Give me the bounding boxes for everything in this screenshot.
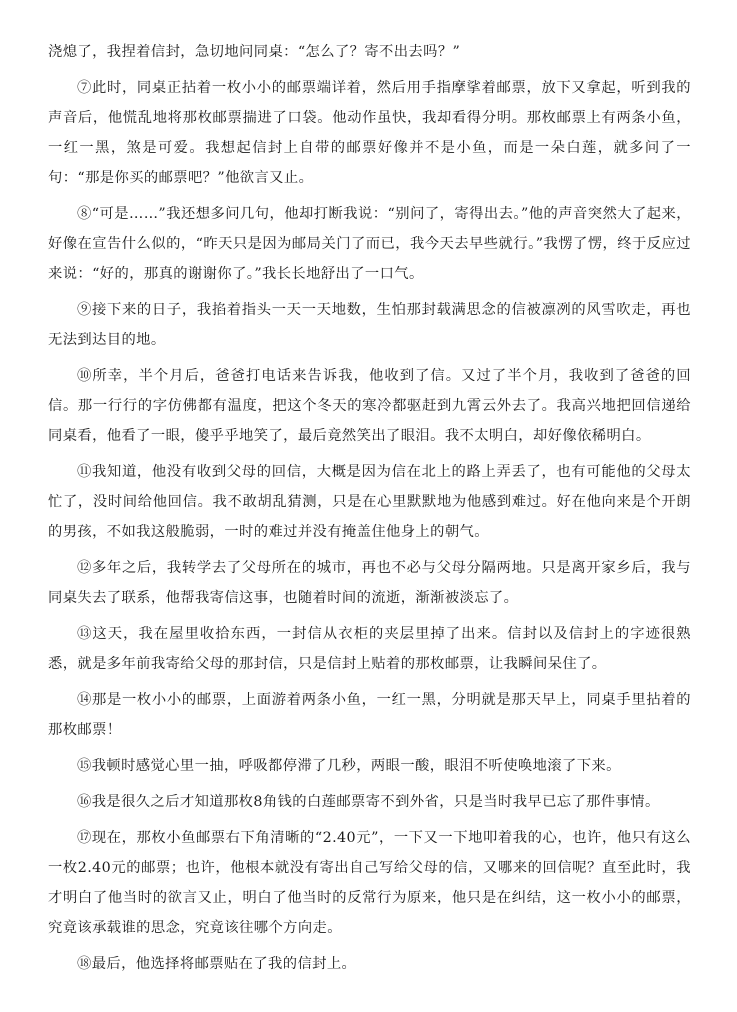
paragraph-9: ⑨接下来的日子，我掐着指头一天一天地数，生怕那封载满思念的信被凛冽的风雪吹走，再也无法到达目的地。 xyxy=(48,302,691,348)
paragraph-16: ⑯我是很久之后才知道那枚8角钱的白莲邮票寄不到外省，只是当时我早已忘了那件事情。 xyxy=(77,794,660,810)
paragraph-15: ⑮我顿时感觉心里一抽，呼吸都停滞了几秒，两眼一酸，眼泪不听使唤地滚了下来。 xyxy=(77,758,621,774)
paragraph-8: ⑧“可是……”我还想多问几句，他却打断我说：“别问了，寄得出去。”他的声音突然大了起来，好像在宣告什么似的，“昨天只是因为邮局关门了而已，我今天去早些就行。”我愣了愣，终于反应过来说：“好的，那真的谢谢你了。”我长长地舒出了一口气。 xyxy=(48,206,691,282)
paragraph-12: ⑫多年之后，我转学去了父母所在的城市，再也不必与父母分隔两地。只是离开家乡后，我与同桌失去了联系，他帮我寄信这事，也随着时间的流逝，渐渐被淡忘了。 xyxy=(48,560,691,606)
document-page xyxy=(48,37,691,985)
paragraph-10: ⑩所幸，半个月后，爸爸打电话来告诉我，他收到了信。又过了半个月，我收到了爸爸的回信。那一行行的字仿佛都有温度，把这个冬天的寒冷都驱赶到九霄云外去了。我高兴地把回信递给同桌看，他看了一眼，傻乎乎地笑了，最后竟然笑出了眼泪。我不太明白，却好像依稀明白。 xyxy=(48,368,691,444)
paragraph-14: ⑭那是一枚小小的邮票，上面游着两条小鱼，一红一黑，分明就是那天早上，同桌手里拈着的那枚邮票！ xyxy=(48,692,691,738)
paragraph-11: ⑪我知道，他没有收到父母的回信，大概是因为信在北上的路上弄丢了，也有可能他的父母太忙了，没时间给他回信。我不敢胡乱猜测，只是在心里默默地为他感到难过。好在他向来是个开朗的男孩，不如我这般脆弱，一时的难过并没有掩盖住他身上的朝气。 xyxy=(48,464,691,540)
paragraph-17: ⑰现在，那枚小鱼邮票右下角清晰的“2.40元”，一下又一下地叩着我的心，也许，他只有这么一枚2.40元的邮票；也许，他根本就没有寄出自己写给父母的信，又哪来的回信呢？直至此时，我才明白了他当时的欲言又止，明白了他当时的反常行为原来，他只是在纠结，这一枚小小的邮票，究竟该承载谁的思念，究竟该往哪个方向走。 xyxy=(48,830,691,936)
paragraph-13: ⑬这天，我在屋里收拾东西，一封信从衣柜的夹层里掉了出来。信封以及信封上的字迹很熟悉，就是多年前我寄给父母的那封信，只是信封上贴着的那枚邮票，让我瞬间呆住了。 xyxy=(48,626,691,672)
paragraph-7: ⑦此时，同桌正拈着一枚小小的邮票端详着，然后用手指摩挲着邮票，放下又拿起，听到我的声音后，他慌乱地将那枚邮票揣进了口袋。他动作虽快，我却看得分明。那枚邮票上有两条小鱼，一红一黑，煞是可爱。我想起信封上自带的邮票好像并不是小鱼，而是一朵白莲，就多问了一句：“那是你买的邮票吧？”他欲言又止。 xyxy=(48,80,691,186)
paragraph-continuation: 浇熄了，我捏着信封，急切地问同桌：“怎么了？寄不出去吗？” xyxy=(48,44,461,60)
paragraph-18: ⑱最后，他选择将邮票贴在了我的信封上。 xyxy=(77,956,357,972)
